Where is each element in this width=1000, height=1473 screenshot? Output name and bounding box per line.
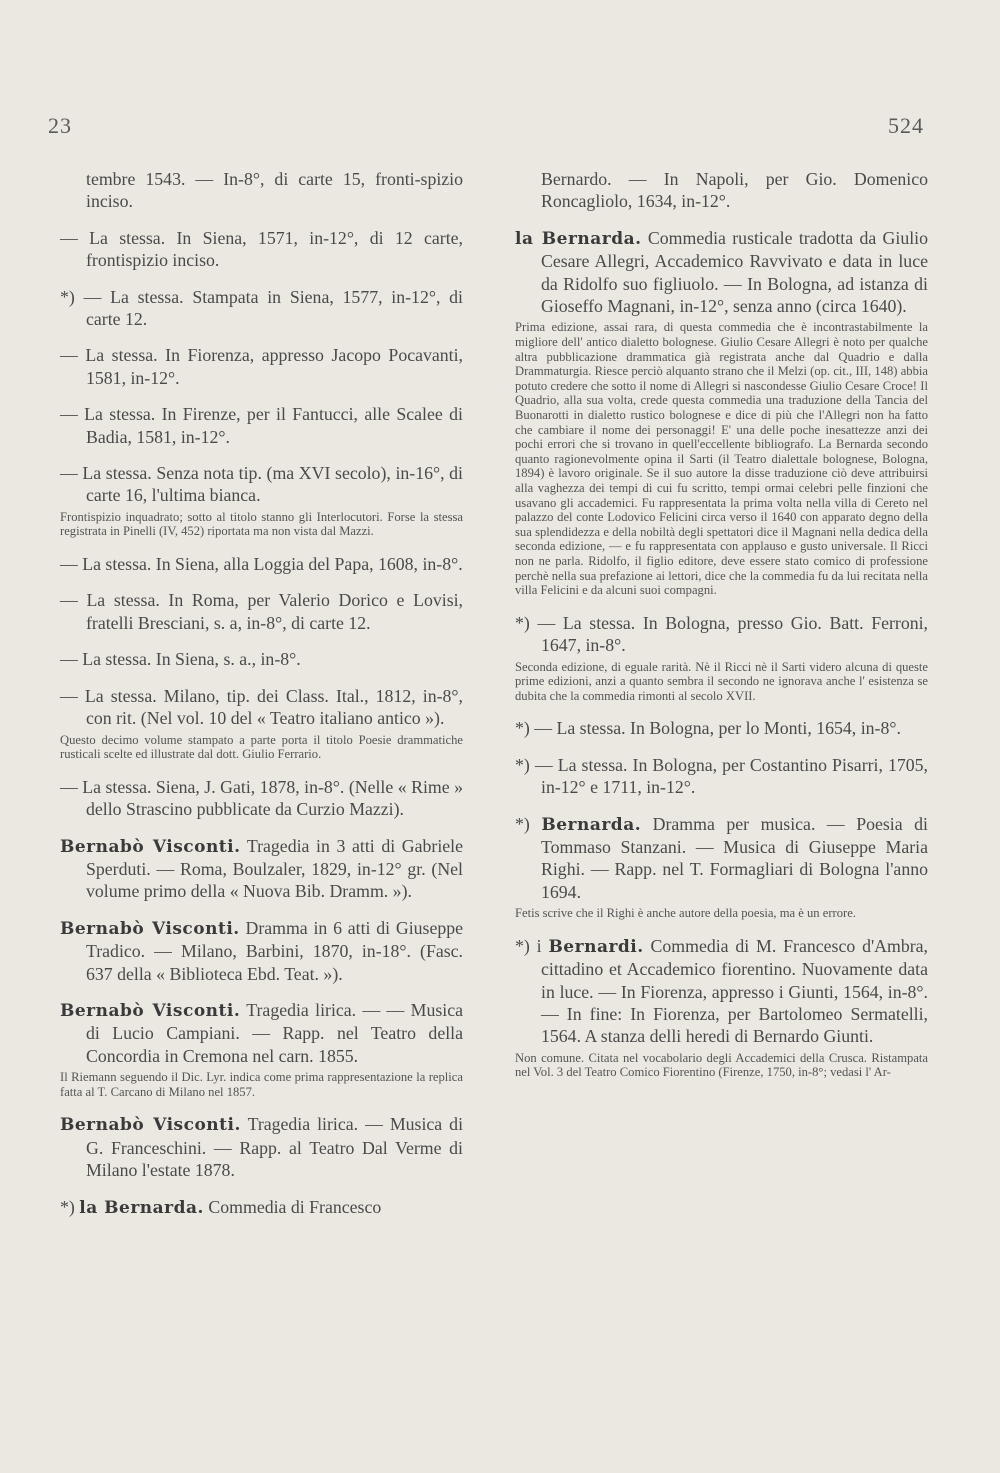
entry-text: — La stessa. In Siena, alla Loggia del Papa, 1608, in-8°.	[60, 554, 463, 575]
entry-text: Tragedia in 3 atti di Gabriele Sperduti. — Roma, Boulzaler, 1829, in-12° gr. (Nel volume primo della « Nuova Bib. Dramm. »).	[86, 835, 464, 902]
bibliographic-entry	[515, 227, 928, 318]
entry-text: — La stessa. In Siena, s. a., in-8°.	[60, 649, 301, 670]
entry-text: *) — La stessa. In Bologna, per Costantino Pisarri, 1705, in-12° e 1711, in-12°.	[515, 754, 928, 798]
bibliographic-entry	[60, 835, 463, 903]
entry-text: *) — La stessa. In Bologna, presso Gio. Batt. Ferroni, 1647, in-8°.	[515, 612, 928, 656]
entry-title: la Bernarda.	[515, 228, 642, 249]
entry-text: Tragedia lirica. — Musica di G. Franceschini. — Rapp. al Teatro Dal Verme di Milano l'estate 1878.	[86, 1114, 464, 1181]
bibliographic-entry	[515, 717, 928, 739]
entry-text: Commedia di Francesco	[208, 1196, 382, 1217]
bibliographic-entry	[60, 227, 463, 272]
bibliographic-note: Questo decimo volume stampato a parte porta il titolo Poesie drammatiche rusticali scelte ed illustrate dal dott. Giulio Ferrario.	[60, 732, 463, 762]
entry-title: Bernabò Visconti.	[60, 836, 241, 857]
bibliographic-entry	[60, 168, 463, 213]
bibliographic-entry	[60, 648, 463, 670]
entry-text: Commedia di M. Francesco d'Ambra, cittadino et Accademico fiorentino. Nuovamente data in luce. — In Fiorenza, appresso i Giunti, 1564, in-8°. — In fine: In Fiorenza, per Bartolomeo Sermatelli, 1564. A stanza delli heredi di Bernardo Giunti.	[541, 935, 928, 1047]
bibliographic-entry	[60, 553, 463, 575]
entry-text: *) — La stessa. Stampata in Siena, 1577, in-12°, di carte 12.	[60, 286, 463, 330]
entry-text: Commedia rusticale tradotta da Giulio Cesare Allegri, Accademico Ravvivato e data in luce da Ridolfo suo figliuolo. — In Bologna, ad istanza di Gioseffo Magnani, in-12°, senza anno (circa 1640).	[541, 227, 928, 317]
bibliographic-entry	[60, 1113, 463, 1181]
bibliographic-entry	[60, 999, 463, 1067]
page-number-right: 524	[888, 113, 924, 138]
bibliographic-entry	[60, 1196, 463, 1219]
entry-text: — La stessa. Senza nota tip. (ma XVI secolo), in-16°, di carte 16, l'ultima bianca.	[60, 463, 463, 506]
entry-title: la Bernarda.	[79, 1197, 204, 1218]
right-column	[515, 168, 928, 1080]
entry-title: Bernabò Visconti.	[60, 1000, 241, 1021]
bibliographic-entry	[60, 403, 463, 448]
entry-text: — La stessa. In Firenze, per il Fantucci, alle Scalee di Badia, 1581, in-12°.	[60, 404, 463, 447]
entry-text: — La stessa. In Siena, 1571, in-12°, di 12 carte, frontispizio inciso.	[60, 227, 463, 271]
entry-text: Dramma in 6 atti di Giuseppe Tradico. — Milano, Barbini, 1870, in-18°. (Fasc. 637 della « Biblioteca Ebd. Teat. »).	[86, 917, 464, 984]
bibliographic-entry	[60, 917, 463, 985]
bibliographic-entry	[60, 776, 463, 821]
entry-text: — La stessa. In Fiorenza, appresso Jacopo Pocavanti, 1581, in-12°.	[60, 345, 463, 388]
entry-title: Bernabò Visconti.	[60, 918, 240, 939]
bibliographic-entry	[60, 589, 463, 634]
bibliographic-entry	[60, 344, 463, 389]
bibliographic-entry	[515, 813, 928, 904]
entry-text: Bernardo. — In Napoli, per Gio. Domenico Roncagliolo, 1634, in-12°.	[541, 169, 928, 212]
bibliographic-entry	[515, 612, 928, 657]
entry-text: — La stessa. In Roma, per Valerio Dorico e Lovisi, fratelli Bresciani, s. a, in-8°, di carte 12.	[60, 590, 463, 633]
left-column	[60, 168, 463, 1219]
bibliographic-note: Frontispizio inquadrato; sotto al titolo stanno gli Interlocutori. Forse la stessa registrata in Pinelli (IV, 452) riportata ma non vista dal Mazzi.	[60, 509, 463, 539]
bibliographic-note: Seconda edizione, di eguale rarità. Nè il Ricci nè il Sarti videro alcuna di queste prime edizioni, anzi a quanto sembra il secondo ne ignorava anche l' esistenza se dubita che la commedia rimonti al secolo XVII.	[515, 659, 928, 703]
entry-text: — La stessa. Milano, tip. dei Class. Ital., 1812, in-8°, con rit. (Nel vol. 10 del « Teatro italiano antico »).	[60, 685, 463, 729]
bibliographic-note: Non comune. Citata nel vocabolario degli Accademici della Crusca. Ristampata nel Vol. 3 del Teatro Comico Fiorentino (Firenze, 1750, in-8°; vedasi l' Ar-	[515, 1050, 928, 1080]
page-number-left: 23	[48, 113, 72, 138]
bibliographic-note: Prima edizione, assai rara, di questa commedia che è incontrastabilmente la migliore dell' antico dialetto bolognese. Giulio Cesare Allegri è noto per qualche altra pubblicazione drammatica già registrata anche dal Quadrio e dalla Drammaturgia. Riesce perciò alquanto strano che il Melzi (op. cit., III, 148) abbia potuto credere che sotto il nome di Allegri si nascondesse Giulio Cesare Croce! Il Quadrio, alla sua volta, crede questa commedia una traduzione della Tancia del Buonarotti in dialetto rustico bolognese e dice di più che l'Allegri non ha fatto che cambiare il nome dei personaggi! E' una delle poche inesattezze anzi dei pochi errori che si trovano in quell'eccellente bibliografo. La Bernarda secondo quanto ragionevolmente opina il Sarti (il Teatro dialettale bolognese, Bologna, 1894) è lavoro originale. Se il suo autore la disse traduzione ciò deve attribuirsi alla vaghezza dei tempi di cui fu scritto, tempi ormai celebri pelle finzioni che usavano gli accademici. Fu rappresentata la prima volta nella villa di Cereto nel palazzo del conte Lodovico Felicini circa verso il 1640 con apparato degno della sua splendidezza e della nobiltà degli spettatori dice il Magnani nella dedica della seconda edizione, — e fu rappresentata con applauso e gusto universale. Il Ricci non ne parla. Ridolfo, il figlio editore, deve essere stato comico di professione perchè nella sua prefazione ai lettori, dice che la commedia fu da lui recitata nella villa Felicini e da alcuni suoi compagni.	[515, 320, 928, 598]
bibliographic-entry	[60, 462, 463, 507]
bibliographic-entry	[60, 685, 463, 730]
bibliographic-entry	[515, 935, 928, 1048]
entry-text: tembre 1543. — In-8°, di carte 15, fronti-spizio inciso.	[86, 169, 463, 212]
entry-text: — La stessa. Siena, J. Gati, 1878, in-8°. (Nelle « Rime » dello Strascino pubblicate da Curzio Mazzi).	[60, 776, 463, 820]
entry-title: Bernabò Visconti.	[60, 1115, 241, 1136]
entry-prefix: *) i	[515, 935, 542, 956]
entry-title: Bernarda.	[541, 814, 642, 835]
entry-text: *) — La stessa. In Bologna, per lo Monti, 1654, in-8°.	[515, 718, 901, 739]
bibliographic-note: Il Riemann seguendo il Dic. Lyr. indica come prima rappresentazione la replica fatta al T. Carcano di Milano nel 1857.	[60, 1070, 463, 1099]
bibliographic-entry	[515, 754, 928, 799]
entry-text: Dramma per musica. — Poesia di Tommaso Stanzani. — Musica di Giuseppe Maria Righi. — Rapp. nel T. Formagliari di Bologna l'anno 1694.	[541, 813, 928, 902]
bibliographic-entry	[515, 168, 928, 213]
bibliographic-note: Fetis scrive che il Righi è anche autore della poesia, ma è un errore.	[515, 906, 856, 921]
entry-title: Bernardi.	[548, 936, 644, 957]
entry-text: Tragedia lirica. — — Musica di Lucio Campiani. — Rapp. nel Teatro della Concordia in Cremona nel carn. 1855.	[86, 999, 464, 1066]
entry-prefix: *)	[60, 1196, 75, 1217]
bibliographic-entry	[60, 286, 463, 331]
entry-prefix: *)	[515, 813, 530, 834]
